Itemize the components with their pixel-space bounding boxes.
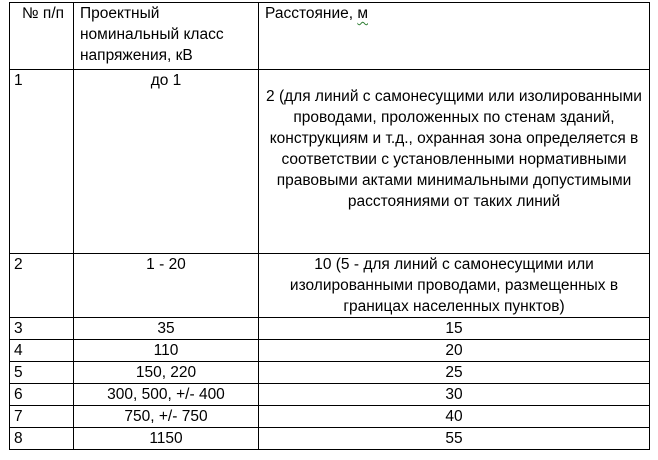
row-class-cell: до 1 [74, 70, 259, 254]
row-class-cell: 150, 220 [74, 362, 259, 384]
table-row [10, 362, 650, 384]
table-row [10, 406, 650, 428]
header-class-label: Проектный номинальный класс напряжения, кВ [80, 5, 224, 64]
row-class-cell: 35 [74, 318, 259, 340]
header-distance-cell [259, 3, 650, 70]
row-num-cell: 7 [10, 406, 74, 428]
row-distance-cell: 40 [259, 406, 650, 428]
table-header-row [10, 3, 650, 70]
row-num-cell: 2 [10, 254, 74, 318]
row-num-cell: 6 [10, 384, 74, 406]
row-distance-cell: 30 [259, 384, 650, 406]
row-distance-cell: 55 [259, 428, 650, 450]
header-distance-unit: м [357, 5, 368, 22]
row-num-cell: 1 [10, 70, 74, 254]
voltage-distance-table [9, 2, 650, 450]
row-num-cell: 8 [10, 428, 74, 450]
table-row [10, 428, 650, 450]
header-num-cell [10, 3, 74, 70]
row-class-cell: 300, 500, +/- 400 [74, 384, 259, 406]
row-class-cell: 1 - 20 [74, 254, 259, 318]
header-class-cell [74, 3, 259, 70]
table-row [10, 254, 650, 318]
table-row [10, 70, 650, 254]
row-num-cell: 5 [10, 362, 74, 384]
row-class-cell: 750, +/- 750 [74, 406, 259, 428]
row-class-cell: 110 [74, 340, 259, 362]
row-distance-cell: 25 [259, 362, 650, 384]
row-class-cell: 1150 [74, 428, 259, 450]
table-row [10, 318, 650, 340]
row-num-cell: 3 [10, 318, 74, 340]
row-distance-cell: 20 [259, 340, 650, 362]
row-distance-cell: 2 (для линий с самонесущими или изолированными проводами, проложенных по стенам зданий, конструкциям и т.д., охранная зона определяется в соответствии с установленными нормативными правовыми актами минимальными допустимыми расстояниями от таких линий [259, 70, 650, 254]
header-num-label: № п/п [22, 5, 65, 22]
row-distance-cell: 15 [259, 318, 650, 340]
row-num-cell: 4 [10, 340, 74, 362]
table-row [10, 340, 650, 362]
table-row [10, 384, 650, 406]
row-distance-cell: 10 (5 - для линий с самонесущими или изолированными проводами, размещенных в границах населенных пунктов) [259, 254, 650, 318]
header-distance-label: Расстояние, [265, 5, 354, 22]
